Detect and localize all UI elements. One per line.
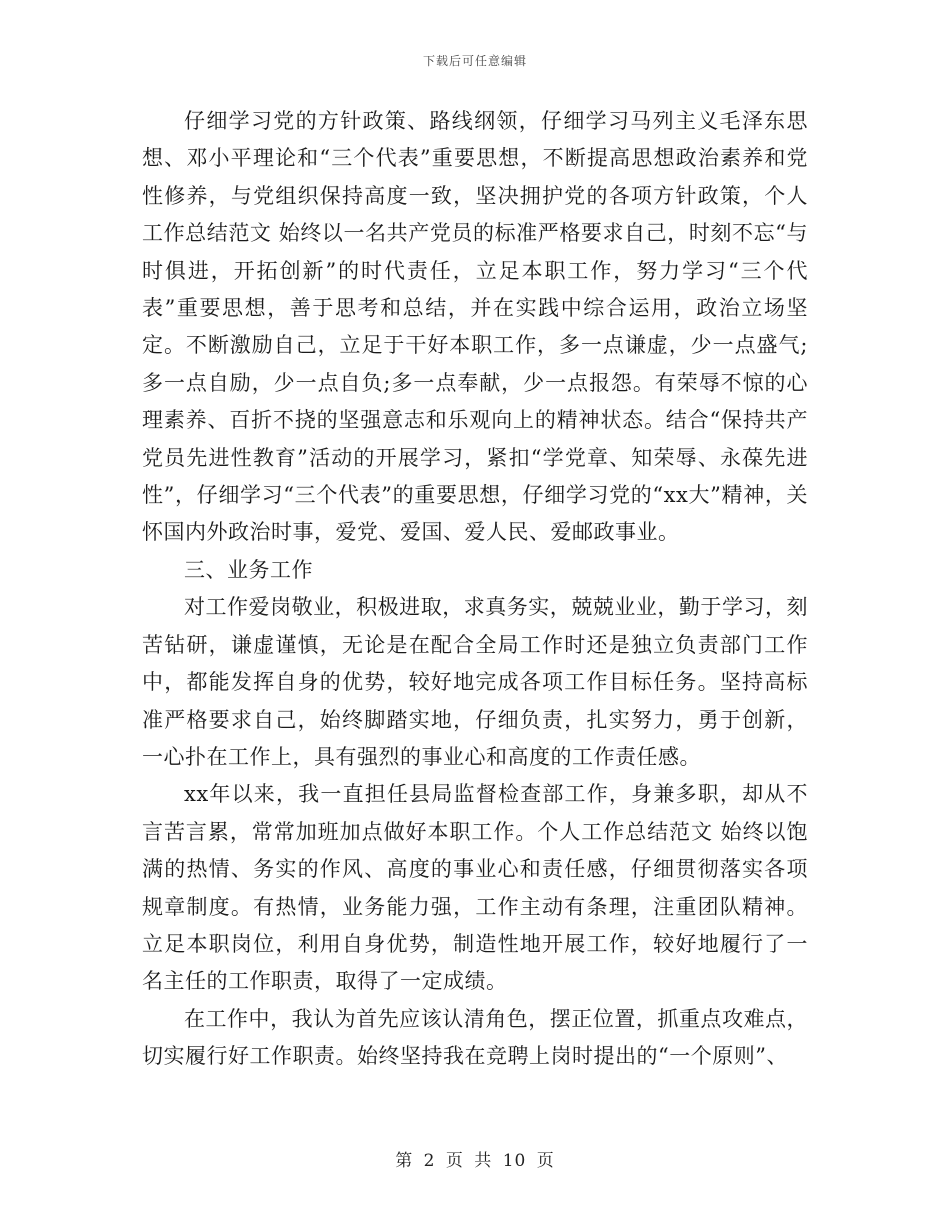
- page-header: 下载后可任意编辑: [422, 54, 527, 68]
- paragraph-role-since-year: xx年以来，我一直担任县局监督检查部工作，身兼多职，却从不言苦言累，常常加班加点做好本职工作。个人工作总结范文 始终以饱满的热情、务实的作风、高度的事业心和责任感，仔细贯彻落实各项规章制度。有热情，业务能力强，工作主动有条理，注重团队精神。立足本职岗位，利用自身优势，制造性地开展工作，较好地履行了一名主任的工作职责，取得了一定成绩。: [142, 782, 808, 994]
- document-body: [142, 103, 808, 1076]
- page-number-footer: 第 2 页 共 10 页: [395, 1151, 555, 1171]
- paragraph-work-approach: 在工作中，我认为首先应该认清角色，摆正位置，抓重点攻难点，切实履行好工作职责。始终坚持我在竞聘上岗时提出的“一个原则”、: [142, 1006, 808, 1069]
- paragraph-political-study: 仔细学习党的方针政策、路线纲领，仔细学习马列主义毛泽东思想、邓小平理论和“三个代表”重要思想，不断提高思想政治素养和党性修养，与党组织保持高度一致，坚决拥护党的各项方针政策，个人工作总结范文 始终以一名共产党员的标准严格要求自己，时刻不忘“与时俱进，开拓创新”的时代责任，立足本职工作，努力学习“三个代表”重要思想，善于思考和总结，并在实践中综合运用，政治立场坚定。不断激励自己，立足于干好本职工作，多一点谦虚，少一点盛气;多一点自励，少一点自负;多一点奉献，少一点报怨。有荣辱不惊的心理素养、百折不挠的坚强意志和乐观向上的精神状态。结合“保持共产党员先进性教育”活动的开展学习，紧扣“学党章、知荣辱、永葆先进性”，仔细学习“三个代表”的重要思想，仔细学习党的“xx大”精神，关怀国内外政治时事，爱党、爱国、爱人民、爱邮政事业。: [142, 109, 808, 545]
- paragraph-work-attitude: 对工作爱岗敬业，积极进取，求真务实，兢兢业业，勤于学习，刻苦钻研，谦虚谨慎，无论是在配合全局工作时还是独立负责部门工作中，都能发挥自身的优势，较好地完成各项工作目标任务。坚持高标准严格要求自己，始终脚踏实地，仔细负责，扎实努力，勇于创新，一心扑在工作上，具有强烈的事业心和高度的工作责任感。: [142, 595, 808, 769]
- section-heading-business-work: 三、业务工作: [184, 557, 313, 582]
